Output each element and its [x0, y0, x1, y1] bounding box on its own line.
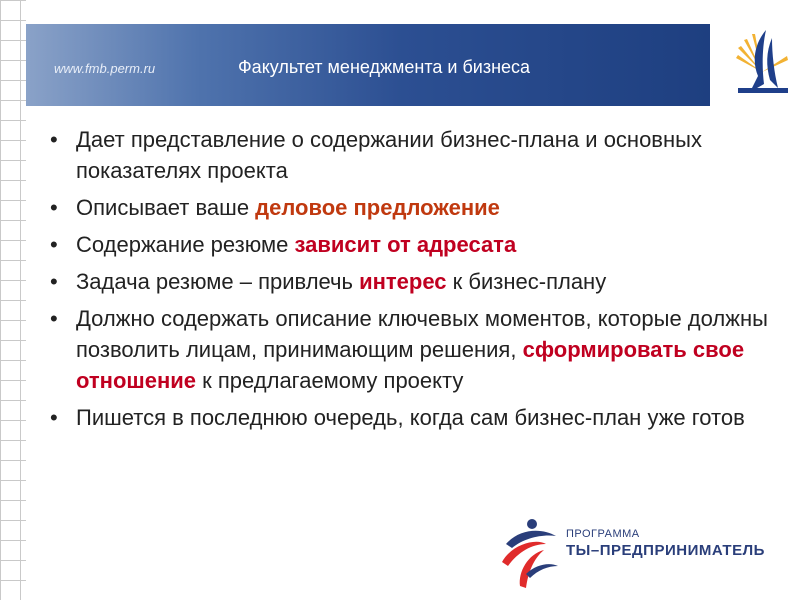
point-highlight: интерес: [359, 269, 447, 294]
bullet-icon: •: [50, 306, 58, 331]
point-highlight: сформировать свое отношение: [76, 337, 745, 393]
point-text: Дает представление о содержании бизнес-плана и основных показателях проекта: [76, 127, 702, 183]
list-item: [50, 303, 780, 396]
header-url: www.fmb.perm.ru: [54, 61, 156, 76]
program-logo: [482, 506, 800, 600]
university-logo-icon: [732, 28, 792, 96]
runner-logo-icon: [496, 514, 562, 594]
bullet-icon: •: [50, 232, 58, 257]
point-text: Задача резюме – привлечь: [76, 269, 360, 294]
list-item: [50, 266, 780, 297]
header-banner: [26, 24, 710, 106]
list-item: [50, 229, 780, 260]
list-item: [50, 402, 780, 433]
point-text: Содержание резюме: [76, 232, 295, 257]
point-text: Описывает ваше: [76, 195, 256, 220]
point-text: Должно содержать описание ключевых моментов, которые должны позволить лицам, принимающим решения,: [76, 306, 768, 362]
bullet-icon: •: [50, 269, 58, 294]
slide: [26, 0, 800, 600]
list-item: [50, 124, 780, 186]
bullet-icon: •: [50, 127, 58, 152]
point-text: Пишется в последнюю очередь, когда сам бизнес-план уже готов: [76, 405, 745, 430]
point-text: к бизнес-плану: [446, 269, 607, 294]
list-item: [50, 192, 780, 223]
bullet-icon: •: [50, 195, 58, 220]
program-name: ТЫ–ПРЕДПРИНИМАТЕЛЬ: [566, 542, 765, 559]
point-highlight: зависит от адресата: [294, 232, 517, 257]
point-highlight: деловое предложение: [255, 195, 500, 220]
program-label: ПРОГРАММА: [566, 528, 640, 540]
header-title: Факультет менеджмента и бизнеса: [238, 57, 531, 77]
bullet-list: [50, 124, 780, 439]
point-text: к предлагаемому проекту: [196, 368, 464, 393]
bullet-icon: •: [50, 405, 58, 430]
